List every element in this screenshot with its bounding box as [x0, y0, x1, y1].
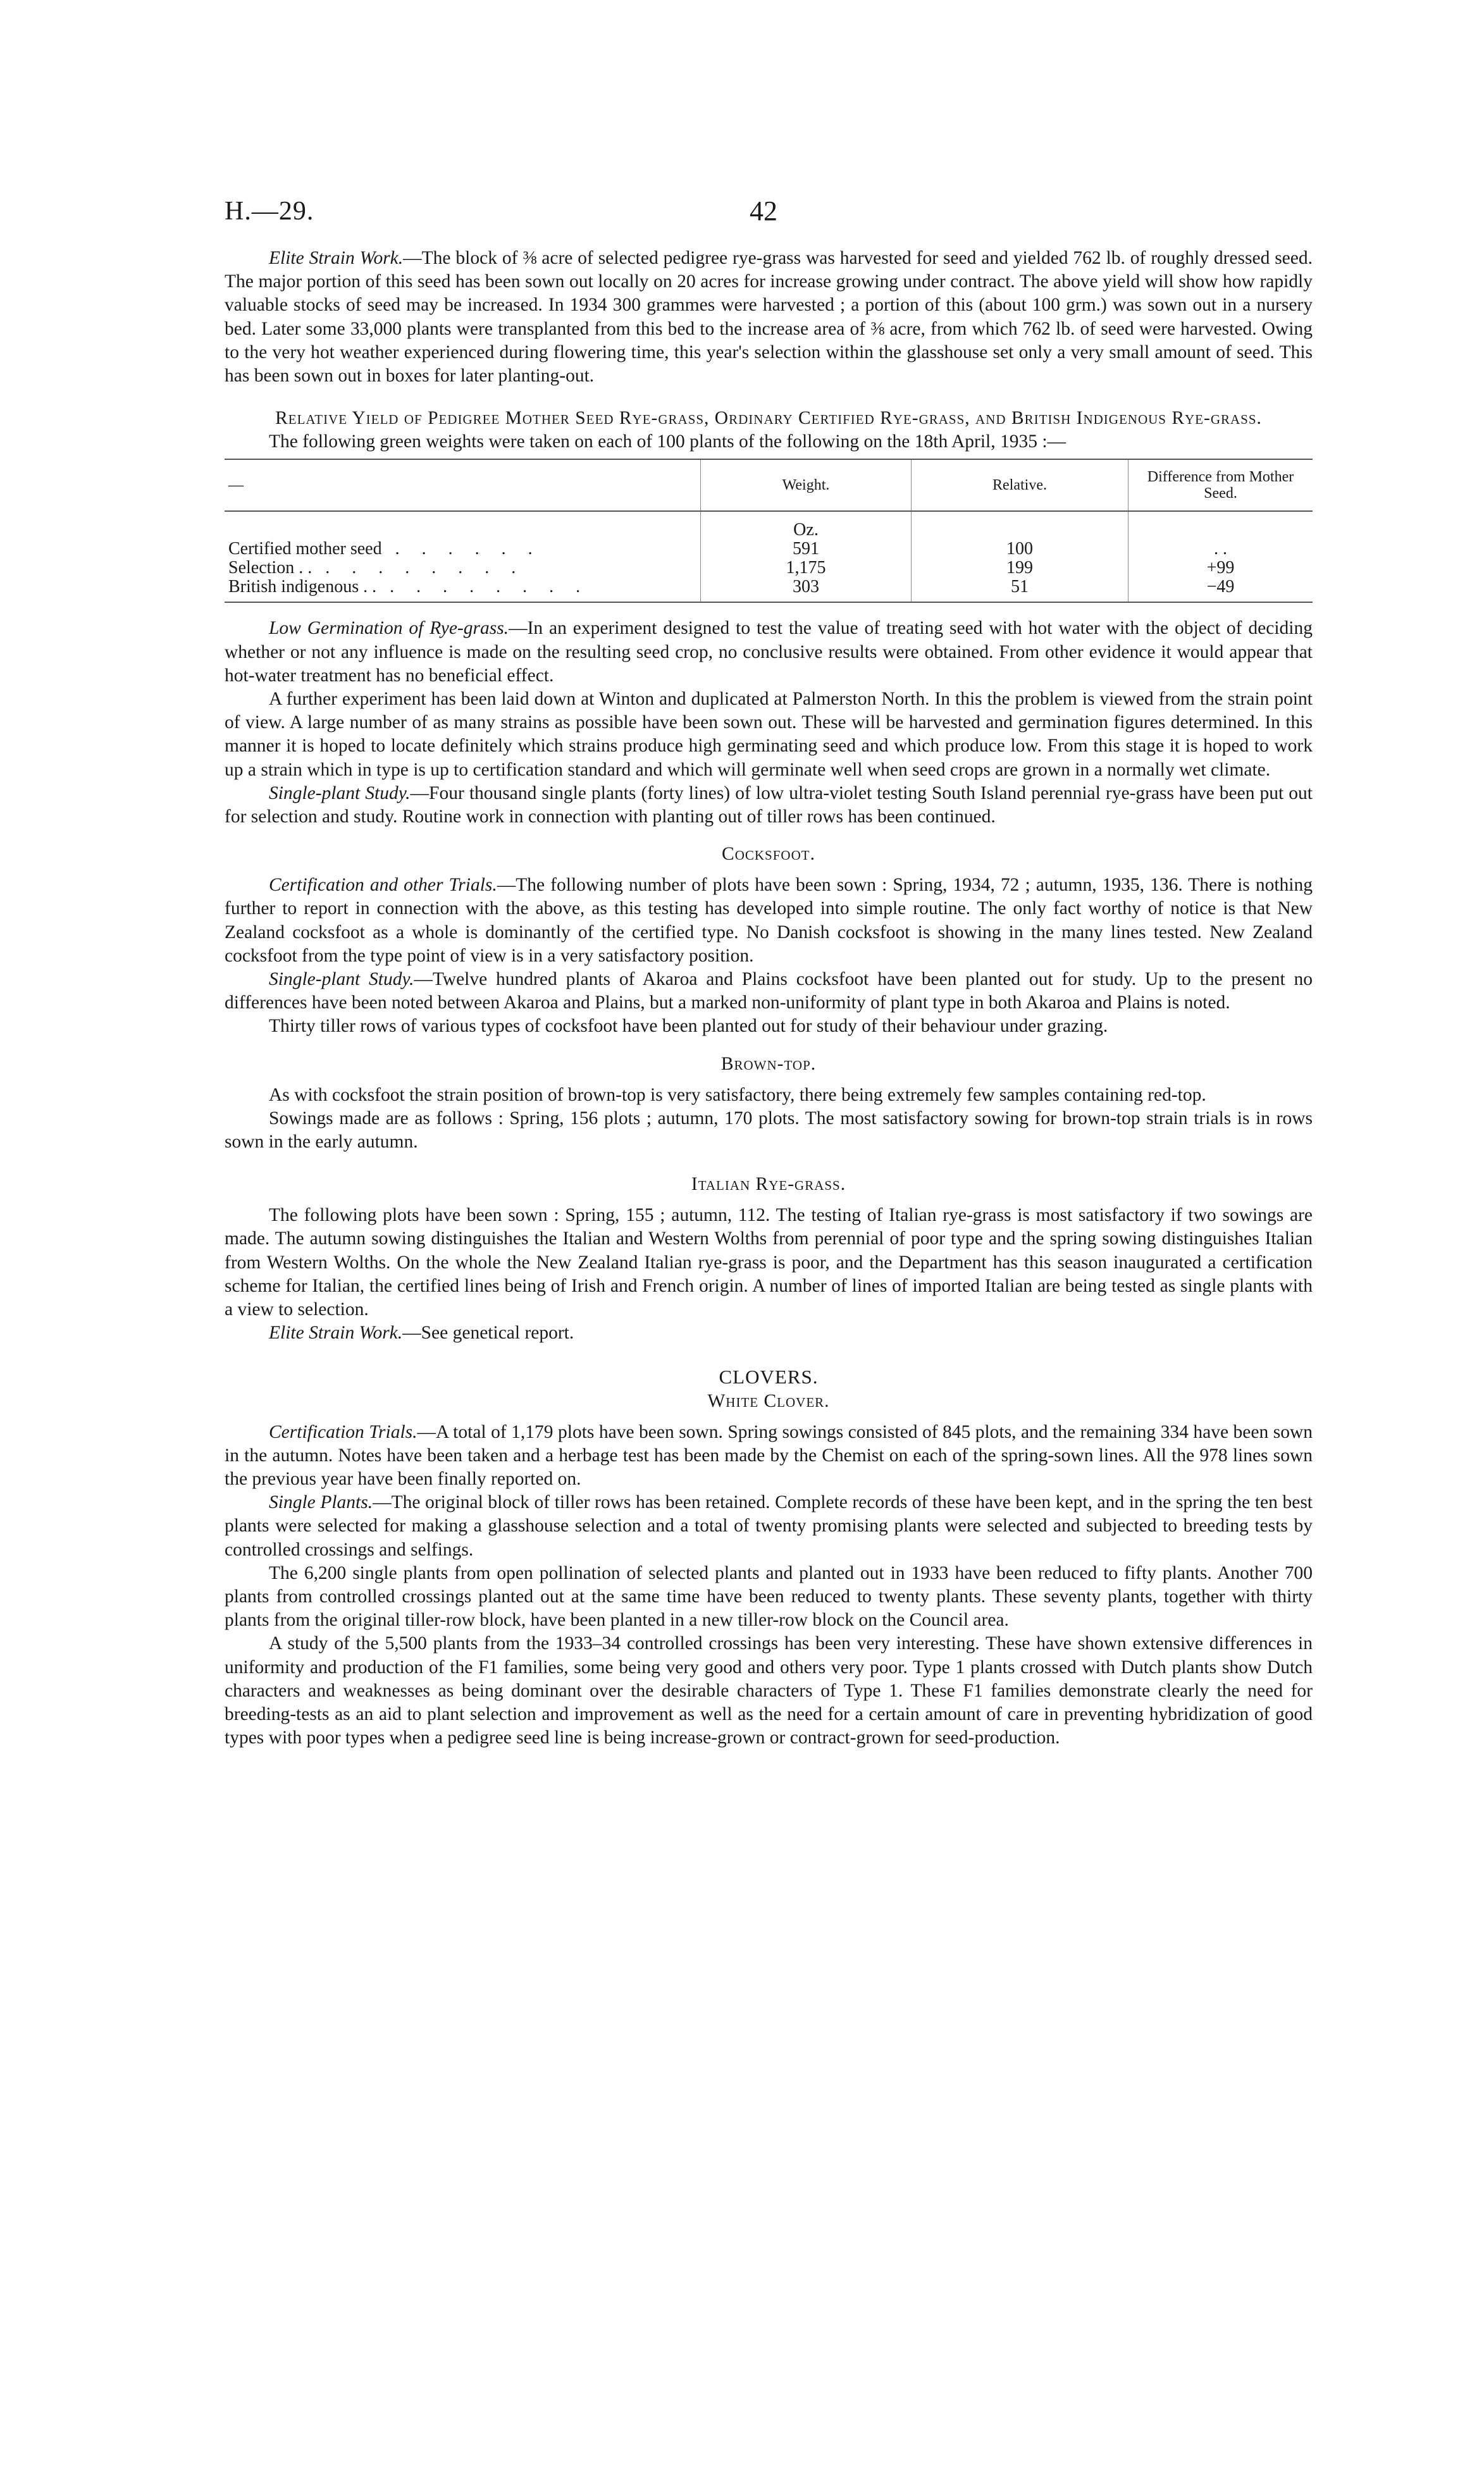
clover-single-text: —The original block of tiller rows has been retained. Complete records of these have been kept, and in the spring the ten best plants were selected for making a glasshouse selection and a total of twenty promising plants were selected and subjected to breeding tests by controlled crossings and selfings.: [225, 1492, 1313, 1560]
cocksfoot-cert-lead: Certification and other Trials.: [269, 875, 497, 896]
cocksfoot-cert-text: —The following number of plots have been sown : Spring, 1934, 72 ; autumn, 1935, 136. There is nothing further to report in connection with the above, as this testing has developed into simple routine. The only fact worthy of notice is that New Zealand cocksfoot as a whole is dominantly of the certified type. No Danish cocksfoot is showing in the many lines tested. New Zealand cocksfoot from the type point of view is in a very satisfactory position.: [225, 875, 1313, 966]
table-header-row: [225, 459, 1313, 511]
row-weight: 303: [701, 578, 912, 602]
low-germination-lead: Low Germination of Rye-grass.: [269, 618, 509, 639]
clover-crossings-paragraph: A study of the 5,500 plants from the 1933–34 controlled crossings has been very interesting. These have shown extensive differences in uniformity and production of the F1 families, some being very good and others very poor. Type 1 plants crossed with Dutch plants show Dutch characters and weaknesses as being dominant over the desirable characters of Type 1. These F1 families demonstrate clearly the need for breeding-tests as an aid to plant selection and improvement as well as the need for a certain amount of care in preventing hybridization of good types with poor types when a pedigree seed line is being increase-grown or contract-grown for seed-production.: [225, 1633, 1313, 1748]
italian-elite-paragraph: [225, 1321, 1313, 1345]
table-header-weight: Weight.: [701, 459, 912, 511]
italian-paragraph: The following plots have been sown : Spring, 155 ; autumn, 112. The testing of Italian rye-grass is most satisfactory if two sowings are made. The autumn sowing distinguishes the Italian and Western Wolths from perennial of poor type and the spring sowing distinguishes Italian from Western Wolths. On the whole the New Zealand Italian rye-grass is poor, and the Department has this season inaugurated a certification scheme for Italian, the certified lines being of Irish and French origin. A number of lines of imported Italian are being tested as single plants with a view to selection.: [225, 1205, 1313, 1320]
single-plant-rye-lead: Single-plant Study.: [269, 782, 411, 803]
document-page: [225, 190, 1313, 1750]
italian-elite-lead: Elite Strain Work.: [269, 1323, 403, 1344]
cocksfoot-heading: Cocksfoot.: [722, 844, 815, 865]
document-reference: H.—29.: [225, 197, 314, 226]
single-plant-rye-text: —Four thousand single plants (forty lines) of low ultra-violet testing South Island perennial rye-grass have been put out for selection and study. Routine work in connection with planting out of tiller rows has been continued.: [225, 782, 1313, 827]
table-header-difference: Difference from Mother Seed.: [1128, 459, 1313, 511]
row-leader-dots: . . . . . .: [395, 539, 541, 559]
table-unit-weight: Oz.: [701, 511, 912, 540]
single-plant-rye-paragraph: [225, 782, 1313, 829]
row-difference: +99: [1128, 559, 1313, 578]
clover-reduction-paragraph: The 6,200 single plants from open pollination of selected plants and planted out in 1933 have been reduced to fifty plants. Another 700 plants from controlled crossings planted out at the same time have been reduced to twenty plants. These seventy plants, together with thirty plants from the original tiller-row block, have been planted in a new tiller-row block on the Council area.: [225, 1562, 1313, 1631]
table-header-label: —: [225, 459, 701, 511]
row-difference: . .: [1128, 540, 1313, 559]
italian-elite-text: —See genetical report.: [402, 1323, 574, 1344]
row-label: Selection . .: [228, 558, 312, 578]
relative-yield-intro: The following green weights were taken on each of 100 plants of the following on the 18th April, 1935 :—: [269, 431, 1067, 452]
cocksfoot-single-lead: Single-plant Study.: [269, 969, 414, 990]
table-row: [225, 559, 1313, 578]
row-relative: 199: [912, 559, 1128, 578]
relative-yield-table: [225, 459, 1313, 603]
relative-yield-heading: Relative Yield of Pedigree Mother Seed Rye-grass, Ordinary Certified Rye-grass, and British Indigenous Rye-grass.: [275, 408, 1262, 429]
cocksfoot-certification-paragraph: [225, 874, 1313, 968]
row-difference: −49: [1128, 578, 1313, 602]
table-unit-row: [225, 511, 1313, 540]
italian-heading: Italian Rye-grass.: [691, 1174, 846, 1195]
clover-cert-text: —A total of 1,179 plots have been sown. Spring sowings consisted of 845 plots, and the remaining 334 have been sown in the autumn. Notes have been taken and a herbage test has been made by the Chemist on each of the spring-sown lines. All the 978 lines sown the previous year have been finally reported on.: [225, 1421, 1313, 1489]
row-weight: 591: [701, 540, 912, 559]
white-clover-heading: White Clover.: [707, 1390, 830, 1411]
page-number: 42: [750, 195, 777, 226]
elite-strain-text: —The block of ⅜ acre of selected pedigree rye-grass was harvested for seed and yielded 762 lb. of roughly dressed seed. The major portion of this seed has been sown out locally on 20 acres for increase growing under contract. The above yield will show how rapidly valuable stocks of seed may be increased. In 1934 300 grammes were harvested ; a portion of this (about 100 grm.) was sown out in a nursery bed. Later some 33,000 plants were transplanted from this bed to the increase area of ⅜ acre, from which 762 lb. of seed were harvested. Owing to the very hot weather experienced during flowering time, this year's selection within the glasshouse set only a very small amount of seed. This has been sown out in boxes for later planting-out.: [225, 248, 1313, 386]
further-experiment-paragraph: A further experiment has been laid down at Winton and duplicated at Palmerston North. In this the problem is viewed from the strain point of view. A large number of as many strains as possible have been sown out. These will be harvested and germination figures determined. In this manner it is hoped to locate definitely which strains produce high germinating seed and which produce low. From this stage it is hoped to work up a strain which in type is up to certification standard and which will germinate well when seed crops are grown in a normally wet climate.: [225, 689, 1313, 780]
row-label: British indigenous . .: [228, 577, 377, 597]
row-weight: 1,175: [701, 559, 912, 578]
page-header: [225, 190, 1313, 247]
browntop-heading: Brown-top.: [720, 1053, 817, 1074]
clover-single-lead: Single Plants.: [269, 1492, 373, 1513]
clovers-heading: CLOVERS.: [719, 1365, 819, 1388]
clover-cert-lead: Certification Trials.: [269, 1421, 417, 1442]
table-row: [225, 578, 1313, 602]
row-relative: 51: [912, 578, 1128, 602]
row-label: Certified mother seed: [228, 539, 382, 559]
elite-strain-lead: Elite Strain Work.: [269, 248, 404, 268]
cocksfoot-single-plant-paragraph: [225, 968, 1313, 1015]
low-germination-paragraph: [225, 617, 1313, 688]
clover-single-plants-paragraph: [225, 1491, 1313, 1562]
table-row: [225, 540, 1313, 559]
row-leader-dots: . . . . . . . .: [325, 558, 525, 578]
row-relative: 100: [912, 540, 1128, 559]
elite-strain-paragraph: [225, 247, 1313, 388]
cocksfoot-single-text: —Twelve hundred plants of Akaroa and Plains cocksfoot have been planted out for study. Up to the present no differences have been noted between Akaroa and Plains, but a marked non-uniformity of plant type in both Akaroa and Plains is noted.: [225, 969, 1313, 1013]
table-header-relative: Relative.: [912, 459, 1128, 511]
low-germination-text: —In an experiment designed to test the value of treating seed with hot water with the object of deciding whether or not any influence is made on the resulting seed crop, no conclusive results were obtained. From other evidence it would appear that hot-water treatment has no beneficial effect.: [225, 618, 1313, 686]
browntop-paragraph-1: As with cocksfoot the strain position of brown-top is very satisfactory, there being extremely few samples containing red-top.: [269, 1084, 1206, 1105]
cocksfoot-tiller-paragraph: Thirty tiller rows of various types of cocksfoot have been planted out for study of their behaviour under grazing.: [269, 1016, 1108, 1037]
row-leader-dots: . . . . . . . .: [390, 577, 590, 597]
clover-certification-paragraph: [225, 1421, 1313, 1492]
browntop-paragraph-2: Sowings made are as follows : Spring, 156 plots ; autumn, 170 plots. The most satisfactory sowing for brown-top strain trials is in rows sown in the early autumn.: [225, 1108, 1313, 1153]
